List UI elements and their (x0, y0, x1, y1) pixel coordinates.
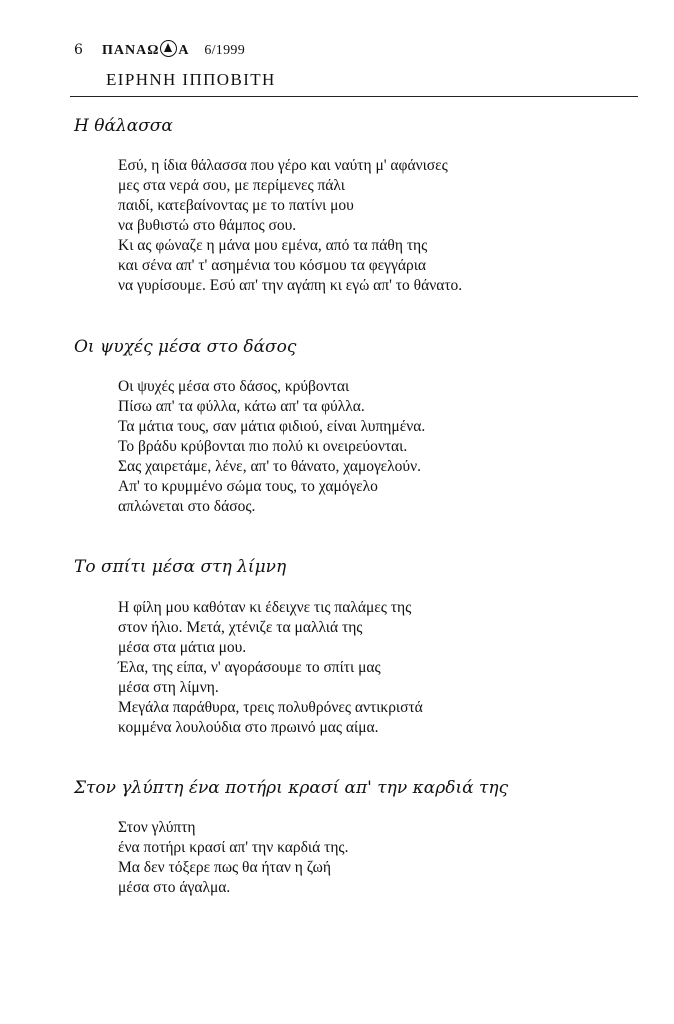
poem-line: Μεγάλα παράθυρα, τρεις πολυθρόνες αντικριστά (118, 699, 423, 716)
poem-line: μέσα στα μάτια μου. (118, 639, 247, 656)
poem-line: Έλα, της είπα, ν' αγοράσουμε το σπίτι μας (118, 659, 381, 676)
page-number: 6 (74, 42, 84, 58)
poem-title: Το σπίτι μέσα στη λίμνη (74, 557, 287, 577)
poem-line: να βυθιστώ στο θάμπος σου. (118, 217, 297, 234)
poem-line: απλώνεται στο δάσος. (118, 498, 256, 515)
poem-body (118, 598, 423, 738)
poem-body (118, 156, 462, 296)
poem-line: ένα ποτήρι κρασί απ' την καρδιά της. (118, 839, 349, 856)
poem-line: να γυρίσουμε. Εσύ απ' την αγάπη κι εγώ απ' το θάνατο. (118, 277, 463, 294)
issue-number: 6/1999 (204, 43, 246, 58)
poem-line: Στον γλύπτη (118, 819, 196, 836)
poem-line: Σας χαιρετάμε, λένε, απ' το θάνατο, χαμογελούν. (118, 458, 421, 475)
poem-body (118, 818, 348, 898)
poem-line: και σένα απ' τ' ασημένια του κόσμου τα φεγγάρια (118, 257, 427, 274)
poem-line: Εσύ, η ίδια θάλασσα που γέρο και ναύτη μ' αφάνισες (118, 157, 448, 174)
poem-line: Η φίλη μου καθόταν κι έδειχνε τις παλάμες της (118, 599, 412, 616)
poem-title: Στον γλύπτη ένα ποτήρι κρασί απ' την καρδιά της (74, 778, 509, 798)
poem-line: μέσα στη λίμνη. (118, 679, 219, 696)
poem-line: Μα δεν τόξερε πως θα ήταν η ζωή (118, 859, 331, 876)
poem-line: Οι ψυχές μέσα στο δάσος, κρύβονται (118, 378, 350, 395)
poem-title: Οι ψυχές μέσα στο δάσος (74, 337, 297, 357)
header-rule (70, 96, 638, 97)
journal-name (102, 43, 190, 58)
poem-line: Το βράδυ κρύβονται πιο πολύ κι ονειρεύονται. (118, 438, 408, 455)
journal-name-suffix: Α (178, 43, 190, 58)
journal-name-prefix: ΠΑΝΑΩ (101, 43, 160, 58)
poem-title: Η θάλασσα (74, 116, 173, 136)
poem-line: Πίσω απ' τα φύλλα, κάτω απ' τα φύλλα. (118, 398, 365, 415)
poem-body (118, 377, 425, 517)
poem-line: Κι ας φώναζε η μάνα μου εμένα, από τα πάθη της (118, 237, 428, 254)
poem-line: παιδί, κατεβαίνοντας με το πατίνι μου (118, 197, 354, 214)
poem-line: Απ' το κρυμμένο σώμα τους, το χαμόγελο (118, 478, 378, 495)
poem-line: Τα μάτια τους, σαν μάτια φιδιού, είναι λυπημένα. (118, 418, 426, 435)
author-name: ΕΙΡΗΝΗ ΙΠΠΟΒΙΤΗ (106, 70, 276, 89)
poem-line: μέσα στο άγαλμα. (118, 879, 231, 896)
poem-line: μες στα νερά σου, με περίμενες πάλι (118, 177, 345, 194)
poem-line: κομμένα λουλούδια στο πρωινό μας αίμα. (118, 719, 379, 736)
running-header (74, 40, 245, 59)
journal-logo-icon (160, 40, 177, 57)
poem-line: στον ήλιο. Μετά, χτένιζε τα μαλλιά της (118, 619, 363, 636)
